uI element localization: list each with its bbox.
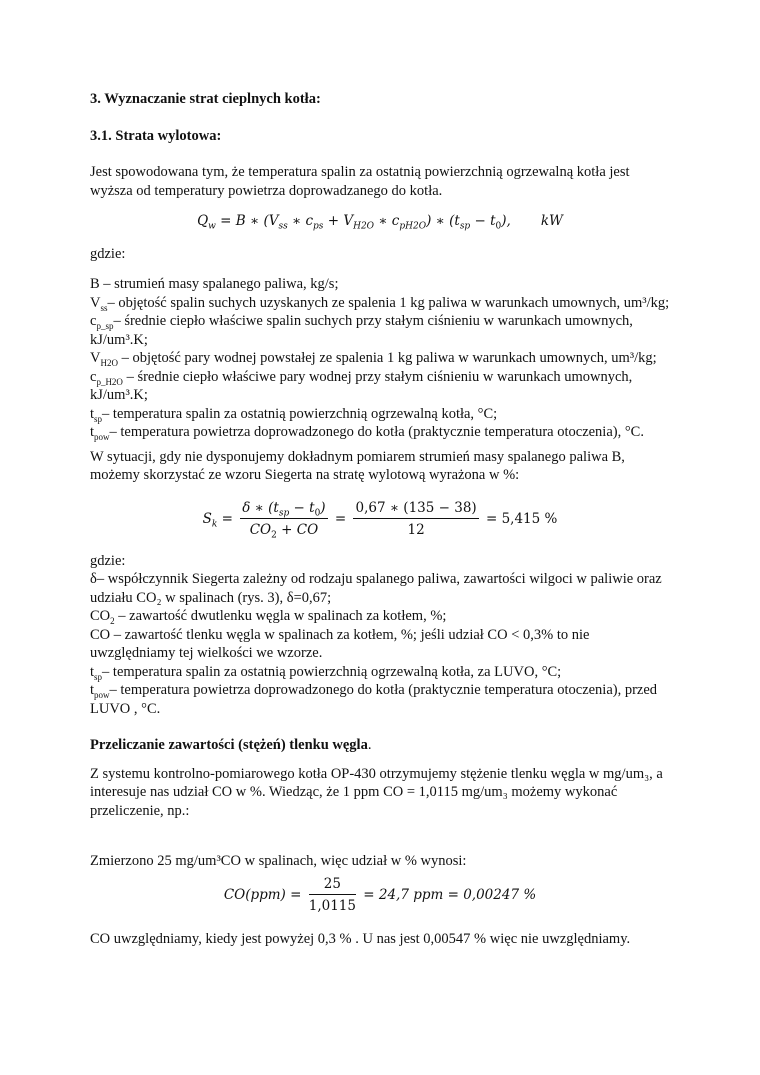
- definitions-list-2: [90, 570, 670, 718]
- definition-text: – objętość spalin suchych uzyskanych ze spalenia 1 kg paliwa w warunkach umownych, um³/kg;: [107, 294, 670, 311]
- d1-definition: [90, 423, 670, 442]
- siegert-numerator: 0,67 ∗ (135 − 38): [353, 499, 478, 520]
- definition-symbol: CO: [90, 626, 111, 643]
- section-heading: 3. Wyznaczanie strat cieplnych kotła:: [90, 91, 321, 107]
- d1-definition: [90, 405, 670, 424]
- definition-symbol: δ: [90, 571, 97, 587]
- d2-definition: [90, 570, 670, 607]
- definition-symbol: t: [90, 682, 95, 698]
- co-ppm-numerator: 25: [309, 875, 356, 896]
- siegert-intro: W sytuacji, gdy nie dysponujemy dokładnym pomiarem strumień masy spalanego paliwa B, możemy skorzystać ze wzoru Siegerta na stratę wylotową wyrażona w %:: [90, 448, 625, 483]
- d1-definition: [90, 294, 670, 313]
- where-label-2: gdzie:: [90, 552, 126, 569]
- d1-definition: [90, 275, 670, 294]
- definition-subscript: p_H2O: [96, 376, 123, 387]
- conversion-text: Z systemu kontrolno-pomiarowego kotła OP-430 otrzymujemy stężenie tlenku węgla w mg/um₃, a interesuje nas udział CO w %. Wiedząc, że 1 ppm CO = 1,0115 mg/um₃ możemy wykonać przeliczenie, np.:: [90, 765, 663, 819]
- definition-text: – strumień masy spalanego paliwa, kg/s;: [99, 276, 339, 292]
- definition-subscript: sp: [94, 671, 103, 682]
- definition-text: – zawartość dwutlenku węgla w spalinach za kotłem, %;: [114, 608, 447, 624]
- equation-siegert: $S_k$ = $\frac{\delta ∗ (t_{sp} - t_0)}{CO_2 + CO}$ = $\frac{0,67 ∗ (135 - 38)}{12}$ = 5,415 %: [202, 499, 558, 541]
- definition-symbol: V: [90, 294, 101, 311]
- measured-text: Zmierzono 25 mg/um³CO w spalinach, więc udział w % wynosi:: [90, 853, 467, 869]
- definition-text: – temperatura spalin za ostatnią powierzchnią ogrzewalną kotła, °C;: [102, 405, 498, 422]
- definition-text: – temperatura powietrza doprowadzonego do kotła (praktycznie temperatura otoczenia), °C.: [109, 424, 644, 440]
- definition-text: – współczynnik Siegerta zależny od rodzaju spalanego paliwa, zawartości wilgoci w paliwie oraz udziału CO₂ w spalinach (rys. 3), δ=0,67;: [90, 571, 662, 606]
- d2-definition: [90, 681, 670, 718]
- definition-symbol: B: [90, 276, 100, 292]
- definition-symbol: V: [90, 350, 101, 366]
- d1-definition: [90, 368, 670, 405]
- d1-definition: [90, 312, 670, 349]
- d2-definition: [90, 626, 670, 663]
- definition-symbol: t: [90, 424, 95, 440]
- equation-co-ppm: [90, 875, 670, 916]
- definition-text: – średnie ciepło właściwe pary wodnej przy stałym ciśnieniu w warunkach umownych, kJ/um³.K;: [90, 368, 633, 403]
- siegert-denominator: 12: [407, 522, 425, 538]
- co-ppm-denominator: 1,0115: [308, 898, 356, 914]
- definition-subscript: pow: [94, 689, 110, 700]
- equation-unit: kW: [540, 213, 563, 229]
- conversion-heading-suffix: .: [367, 737, 372, 753]
- d2-definition: [90, 607, 670, 626]
- definition-symbol: CO: [90, 608, 111, 624]
- definition-symbol: c: [90, 313, 97, 329]
- definition-symbol: t: [90, 405, 95, 422]
- definition-text: – zawartość tlenku węgla w spalinach za kotłem, %; jeśli udział CO < 0,3% to nie uwzględniamy tej wielkości we wzorze.: [90, 626, 590, 661]
- definition-text: – temperatura powietrza doprowadzonego do kotła (praktycznie temperatura otoczenia), przed LUVO , °C.: [90, 682, 658, 717]
- conversion-heading-text: Przeliczanie zawartości (stężeń) tlenku węgla: [90, 737, 368, 753]
- definition-symbol: c: [90, 368, 97, 385]
- co-ppm-result: = 24,7 ppm = 0,00247 %: [363, 886, 537, 903]
- definition-subscript: 2: [110, 615, 115, 626]
- definition-subscript: pow: [94, 431, 110, 442]
- definition-text: – temperatura spalin za ostatnią powierzchnią ogrzewalną kotła, za LUVO, °C;: [102, 663, 562, 680]
- definition-text: – objętość pary wodnej powstałej ze spalenia 1 kg paliwa w warunkach umownych, um³/kg;: [117, 350, 657, 366]
- definitions-list-1: [90, 275, 670, 442]
- definition-subscript: sp: [94, 413, 103, 424]
- definition-text: – średnie ciepło właściwe spalin suchych przy stałym ciśnieniu w warunkach umownych, kJ/um³.K;: [90, 313, 633, 348]
- definition-subscript: ss: [100, 302, 108, 313]
- conclusion-text: CO uwzględniamy, kiedy jest powyżej 0,3 % . U nas jest 0,00547 % więc nie uwzględniamy.: [90, 930, 631, 947]
- where-label: gdzie:: [90, 245, 126, 262]
- subsection-heading: 3.1. Strata wylotowa:: [90, 127, 222, 144]
- siegert-result: = 5,415 %: [485, 510, 558, 527]
- definition-subscript: H2O: [100, 357, 118, 368]
- co-ppm-lhs: CO(ppm) =: [223, 886, 302, 903]
- d1-definition: [90, 349, 670, 368]
- definition-subscript: p_sp: [96, 320, 114, 331]
- definition-symbol: t: [90, 663, 95, 680]
- conversion-heading: [90, 736, 670, 755]
- document-content: [90, 90, 670, 948]
- d2-definition: [90, 663, 670, 682]
- intro-paragraph: Jest spowodowana tym, że temperatura spalin za ostatnią powierzchnią ogrzewalną kotła jest wyższa od temperatury powietrza doprowadzanego do kotła.: [90, 164, 630, 199]
- equation-qw: $Q_w = B$ ∗ ($V_{ss}$ ∗ $c_{ps} + V_{H2O}$ ∗ $c_{pH2O}$) ∗ $(t_{sp} - t_0)$, kW: [197, 213, 563, 232]
